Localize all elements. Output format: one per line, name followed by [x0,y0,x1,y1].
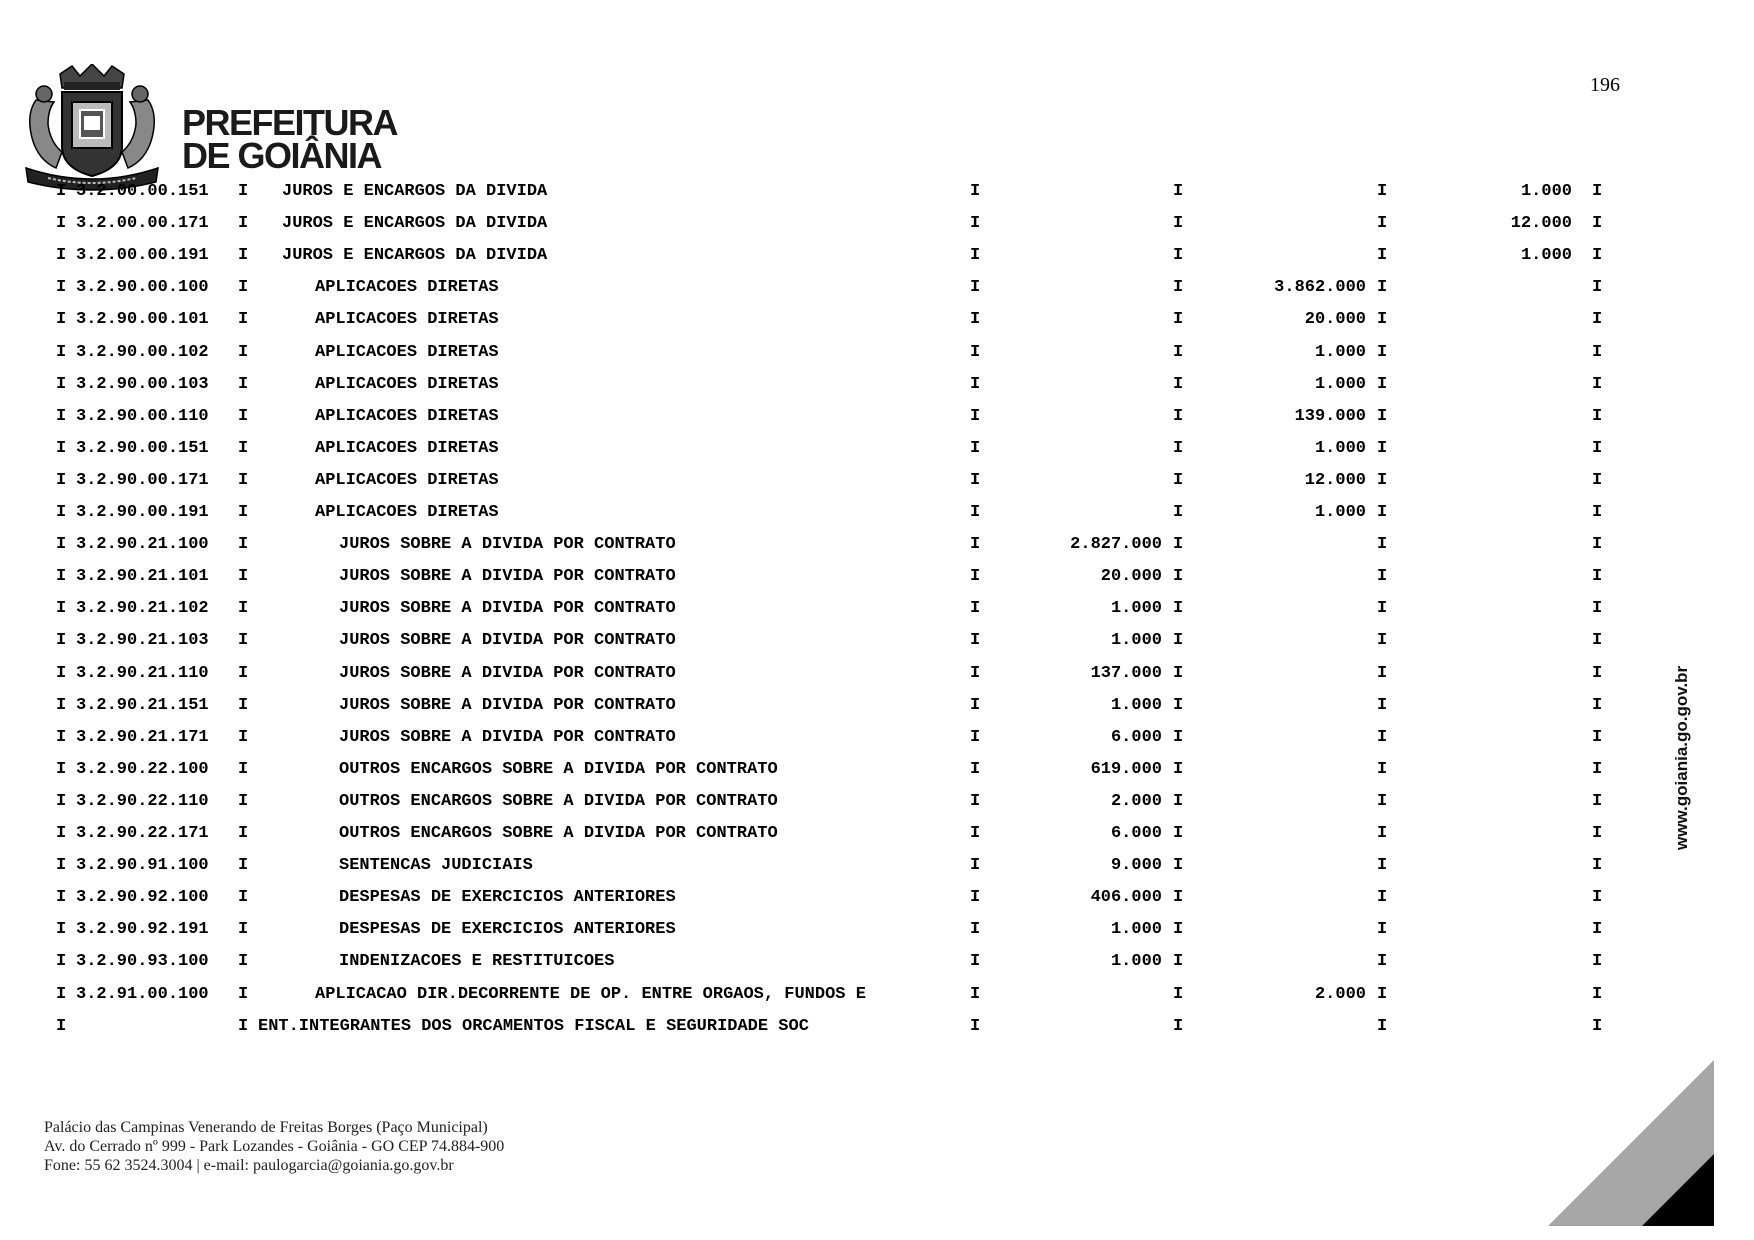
column-separator: I [1377,664,1388,683]
column-separator: I [238,599,249,618]
column-separator: I [56,567,67,586]
column-separator: I [56,664,67,683]
column-separator: I [1173,696,1184,715]
value-col-1: 6.000 [1110,728,1162,747]
column-separator: I [1377,567,1388,586]
table-row [0,728,1754,750]
column-separator: I [238,985,249,1004]
account-description: ENT.INTEGRANTES DOS ORCAMENTOS FISCAL E SEGURIDADE SOC [258,1017,809,1036]
column-separator: I [238,664,249,683]
account-code: 3.2.90.92.100 [76,888,209,907]
column-separator: I [970,792,981,811]
column-separator: I [1173,503,1184,522]
footer-line-3: Fone: 55 62 3524.3004 | e-mail: paulogarcia@goiania.go.gov.br [44,1157,454,1174]
account-code: 3.2.90.21.100 [76,535,209,554]
value-col-1: 2.000 [1110,792,1162,811]
value-col-2: 2.000 [1314,985,1366,1004]
table-row [0,471,1754,493]
column-separator: I [238,856,249,875]
column-separator: I [970,920,981,939]
column-separator: I [56,278,67,297]
account-description: APLICACOES DIRETAS [315,343,499,362]
column-separator: I [56,824,67,843]
account-description: APLICACOES DIRETAS [315,503,499,522]
account-code: 3.2.90.21.110 [76,664,209,683]
account-code: 3.2.90.00.102 [76,343,209,362]
value-col-1: 137.000 [1090,664,1162,683]
account-description: JUROS E ENCARGOS DA DIVIDA [282,246,548,265]
column-separator: I [56,503,67,522]
column-separator: I [1377,856,1388,875]
column-separator: I [1377,375,1388,394]
column-separator: I [56,535,67,554]
table-row [0,952,1754,974]
account-code: 3.2.90.21.101 [76,567,209,586]
brand-wordmark [182,102,398,176]
column-separator: I [1377,760,1388,779]
column-separator: I [1592,214,1603,233]
account-description: JUROS SOBRE A DIVIDA POR CONTRATO [339,664,676,683]
column-separator: I [970,407,981,426]
footer-address [44,1118,504,1175]
account-code: 3.2.90.22.110 [76,792,209,811]
column-separator: I [970,631,981,650]
account-description: APLICACOES DIRETAS [315,439,499,458]
column-separator: I [1173,310,1184,329]
column-separator: I [1377,888,1388,907]
column-separator: I [970,1017,981,1036]
column-separator: I [238,278,249,297]
account-description: INDENIZACOES E RESTITUICOES [339,952,615,971]
table-row [0,888,1754,910]
column-separator: I [56,407,67,426]
column-separator: I [1592,696,1603,715]
column-separator: I [238,728,249,747]
column-separator: I [56,888,67,907]
account-code: 3.2.90.93.100 [76,952,209,971]
column-separator: I [238,760,249,779]
column-separator: I [1377,343,1388,362]
account-description: JUROS SOBRE A DIVIDA POR CONTRATO [339,599,676,618]
column-separator: I [970,310,981,329]
column-separator: I [1173,599,1184,618]
column-separator: I [1377,824,1388,843]
column-separator: I [238,824,249,843]
column-separator: I [1377,952,1388,971]
value-col-2: 3.862.000 [1274,278,1366,297]
value-col-1: 1.000 [1110,952,1162,971]
column-separator: I [56,1017,67,1036]
column-separator: I [238,214,249,233]
account-code: 3.2.90.21.171 [76,728,209,747]
account-code: 3.2.90.21.103 [76,631,209,650]
column-separator: I [970,182,981,201]
account-description: APLICACOES DIRETAS [315,278,499,297]
column-separator: I [970,696,981,715]
column-separator: I [970,952,981,971]
table-row [0,985,1754,1007]
column-separator: I [1377,920,1388,939]
value-col-2: 1.000 [1314,375,1366,394]
value-col-1: 9.000 [1110,856,1162,875]
table-row [0,246,1754,268]
account-code: 3.2.90.00.103 [76,375,209,394]
value-col-1: 1.000 [1110,696,1162,715]
column-separator: I [970,278,981,297]
table-row [0,310,1754,332]
account-code: 3.2.90.00.100 [76,278,209,297]
brand-line-2: DE GOIÂNIA [182,135,382,176]
column-separator: I [1173,856,1184,875]
table-row [0,439,1754,461]
account-description: APLICACOES DIRETAS [315,375,499,394]
column-separator: I [970,343,981,362]
value-col-1: 1.000 [1110,631,1162,650]
column-separator: I [1592,760,1603,779]
column-separator: I [1592,246,1603,265]
column-separator: I [1592,1017,1603,1036]
column-separator: I [1592,599,1603,618]
account-description: DESPESAS DE EXERCICIOS ANTERIORES [339,888,676,907]
account-description: JUROS SOBRE A DIVIDA POR CONTRATO [339,696,676,715]
table-row [0,343,1754,365]
side-url: www.goiania.go.gov.br [1672,665,1691,850]
column-separator: I [1173,985,1184,1004]
account-description: DESPESAS DE EXERCICIOS ANTERIORES [339,920,676,939]
column-separator: I [1592,856,1603,875]
column-separator: I [56,696,67,715]
column-separator: I [238,920,249,939]
account-code: 3.2.90.00.101 [76,310,209,329]
column-separator: I [1173,664,1184,683]
value-col-1: 406.000 [1090,888,1162,907]
column-separator: I [1377,535,1388,554]
value-col-2: 20.000 [1304,310,1366,329]
column-separator: I [1377,246,1388,265]
column-separator: I [970,856,981,875]
column-separator: I [56,760,67,779]
account-code: 3.2.90.22.171 [76,824,209,843]
column-separator: I [1592,310,1603,329]
column-separator: I [1173,952,1184,971]
account-code: 3.2.90.00.110 [76,407,209,426]
account-code: 3.2.90.22.100 [76,760,209,779]
column-separator: I [238,952,249,971]
column-separator: I [1592,920,1603,939]
column-separator: I [1592,664,1603,683]
account-code: 3.2.90.00.171 [76,471,209,490]
column-separator: I [56,182,67,201]
column-separator: I [1377,696,1388,715]
column-separator: I [1377,792,1388,811]
column-separator: I [970,824,981,843]
column-separator: I [238,439,249,458]
column-separator: I [1173,760,1184,779]
account-code: 3.2.00.00.151 [76,182,209,201]
column-separator: I [1592,888,1603,907]
column-separator: I [56,246,67,265]
value-col-1: 1.000 [1110,599,1162,618]
column-separator: I [1592,343,1603,362]
value-col-3: 12.000 [1510,214,1572,233]
column-separator: I [1377,985,1388,1004]
column-separator: I [1592,985,1603,1004]
column-separator: I [1592,952,1603,971]
value-col-2: 1.000 [1314,503,1366,522]
column-separator: I [238,535,249,554]
table-row [0,278,1754,300]
column-separator: I [1173,375,1184,394]
column-separator: I [1592,535,1603,554]
table-row [0,1017,1754,1039]
column-separator: I [1592,567,1603,586]
column-separator: I [238,503,249,522]
column-separator: I [1173,792,1184,811]
column-separator: I [1592,631,1603,650]
column-separator: I [1377,728,1388,747]
corner-decoration [1548,1060,1714,1226]
column-separator: I [238,567,249,586]
column-separator: I [56,471,67,490]
value-col-2: 1.000 [1314,343,1366,362]
account-description: SENTENCAS JUDICIAIS [339,856,533,875]
column-separator: I [238,696,249,715]
column-separator: I [1377,439,1388,458]
table-row [0,760,1754,782]
table-row [0,696,1754,718]
column-separator: I [56,856,67,875]
column-separator: I [970,760,981,779]
column-separator: I [1377,1017,1388,1036]
account-description: JUROS E ENCARGOS DA DIVIDA [282,214,548,233]
column-separator: I [1377,471,1388,490]
column-separator: I [238,792,249,811]
table-row [0,631,1754,653]
account-description: JUROS SOBRE A DIVIDA POR CONTRATO [339,631,676,650]
value-col-1: 20.000 [1100,567,1162,586]
column-separator: I [56,728,67,747]
column-separator: I [1592,792,1603,811]
table-row [0,856,1754,878]
column-separator: I [238,246,249,265]
column-separator: I [1592,278,1603,297]
column-separator: I [1173,1017,1184,1036]
column-separator: I [56,343,67,362]
column-separator: I [56,214,67,233]
column-separator: I [1173,246,1184,265]
column-separator: I [1377,631,1388,650]
column-separator: I [1377,182,1388,201]
column-separator: I [970,471,981,490]
column-separator: I [1592,503,1603,522]
column-separator: I [970,664,981,683]
column-separator: I [1173,343,1184,362]
table-row [0,535,1754,557]
value-col-3: 1.000 [1520,182,1572,201]
column-separator: I [970,375,981,394]
table-row [0,375,1754,397]
column-separator: I [970,503,981,522]
column-separator: I [970,985,981,1004]
footer-line-1: Palácio das Campinas Venerando de Freitas Borges (Paço Municipal) [44,1119,488,1136]
page-number: 196 [1590,74,1620,96]
value-col-3: 1.000 [1520,246,1572,265]
column-separator: I [1173,278,1184,297]
account-code: 3.2.91.00.100 [76,985,209,1004]
table-row [0,407,1754,429]
column-separator: I [1173,567,1184,586]
value-col-2: 1.000 [1314,439,1366,458]
value-col-2: 12.000 [1304,471,1366,490]
column-separator: I [238,182,249,201]
account-description: OUTROS ENCARGOS SOBRE A DIVIDA POR CONTRATO [339,824,778,843]
account-description: APLICACOES DIRETAS [315,471,499,490]
column-separator: I [1377,599,1388,618]
table-row [0,567,1754,589]
column-separator: I [970,439,981,458]
column-separator: I [1173,631,1184,650]
column-separator: I [1377,503,1388,522]
account-description: JUROS SOBRE A DIVIDA POR CONTRATO [339,728,676,747]
column-separator: I [970,599,981,618]
column-separator: I [1377,214,1388,233]
column-separator: I [1173,439,1184,458]
column-separator: I [238,888,249,907]
column-separator: I [1592,728,1603,747]
account-description: OUTROS ENCARGOS SOBRE A DIVIDA POR CONTRATO [339,760,778,779]
column-separator: I [1592,407,1603,426]
column-separator: I [56,375,67,394]
column-separator: I [56,985,67,1004]
column-separator: I [238,375,249,394]
account-description: APLICACAO DIR.DECORRENTE DE OP. ENTRE ORGAOS, FUNDOS E [315,985,866,1004]
value-col-1: 2.827.000 [1070,535,1162,554]
column-separator: I [970,246,981,265]
column-separator: I [970,888,981,907]
column-separator: I [1173,182,1184,201]
column-separator: I [1173,728,1184,747]
column-separator: I [1173,824,1184,843]
coat-of-arms-logo [18,64,166,192]
account-description: APLICACOES DIRETAS [315,407,499,426]
column-separator: I [970,214,981,233]
table-row [0,182,1754,204]
column-separator: I [238,471,249,490]
account-description: JUROS SOBRE A DIVIDA POR CONTRATO [339,535,676,554]
table-row [0,599,1754,621]
value-col-1: 619.000 [1090,760,1162,779]
column-separator: I [1173,888,1184,907]
column-separator: I [1592,471,1603,490]
footer-line-2: Av. do Cerrado nº 999 - Park Lozandes - Goiânia - GO CEP 74.884-900 [44,1138,505,1155]
account-description: APLICACOES DIRETAS [315,310,499,329]
column-separator: I [1173,535,1184,554]
account-code: 3.2.90.21.102 [76,599,209,618]
value-col-2: 139.000 [1294,407,1366,426]
column-separator: I [56,792,67,811]
account-description: JUROS SOBRE A DIVIDA POR CONTRATO [339,567,676,586]
account-code: 3.2.90.00.191 [76,503,209,522]
column-separator: I [56,439,67,458]
column-separator: I [1173,920,1184,939]
column-separator: I [1377,278,1388,297]
column-separator: I [1377,407,1388,426]
column-separator: I [56,920,67,939]
account-code: 3.2.90.21.151 [76,696,209,715]
table-row [0,503,1754,525]
table-row [0,214,1754,236]
column-separator: I [1173,407,1184,426]
column-separator: I [56,631,67,650]
column-separator: I [56,952,67,971]
account-description: JUROS E ENCARGOS DA DIVIDA [282,182,548,201]
column-separator: I [1377,310,1388,329]
table-row [0,792,1754,814]
value-col-1: 6.000 [1110,824,1162,843]
column-separator: I [238,1017,249,1036]
column-separator: I [56,599,67,618]
column-separator: I [1592,375,1603,394]
column-separator: I [56,310,67,329]
column-separator: I [1592,182,1603,201]
table-row [0,824,1754,846]
column-separator: I [238,343,249,362]
column-separator: I [238,631,249,650]
column-separator: I [970,535,981,554]
column-separator: I [238,407,249,426]
column-separator: I [970,728,981,747]
column-separator: I [238,310,249,329]
column-separator: I [1173,471,1184,490]
account-code: 3.2.00.00.191 [76,246,209,265]
table-row [0,664,1754,686]
column-separator: I [1592,439,1603,458]
account-code: 3.2.90.91.100 [76,856,209,875]
column-separator: I [1592,824,1603,843]
account-code: 3.2.00.00.171 [76,214,209,233]
column-separator: I [1173,214,1184,233]
table-row [0,920,1754,942]
value-col-1: 1.000 [1110,920,1162,939]
account-code: 3.2.90.92.191 [76,920,209,939]
column-separator: I [970,567,981,586]
brand-line-1: PREFEITURA [182,102,398,143]
account-description: OUTROS ENCARGOS SOBRE A DIVIDA POR CONTRATO [339,792,778,811]
account-code: 3.2.90.00.151 [76,439,209,458]
